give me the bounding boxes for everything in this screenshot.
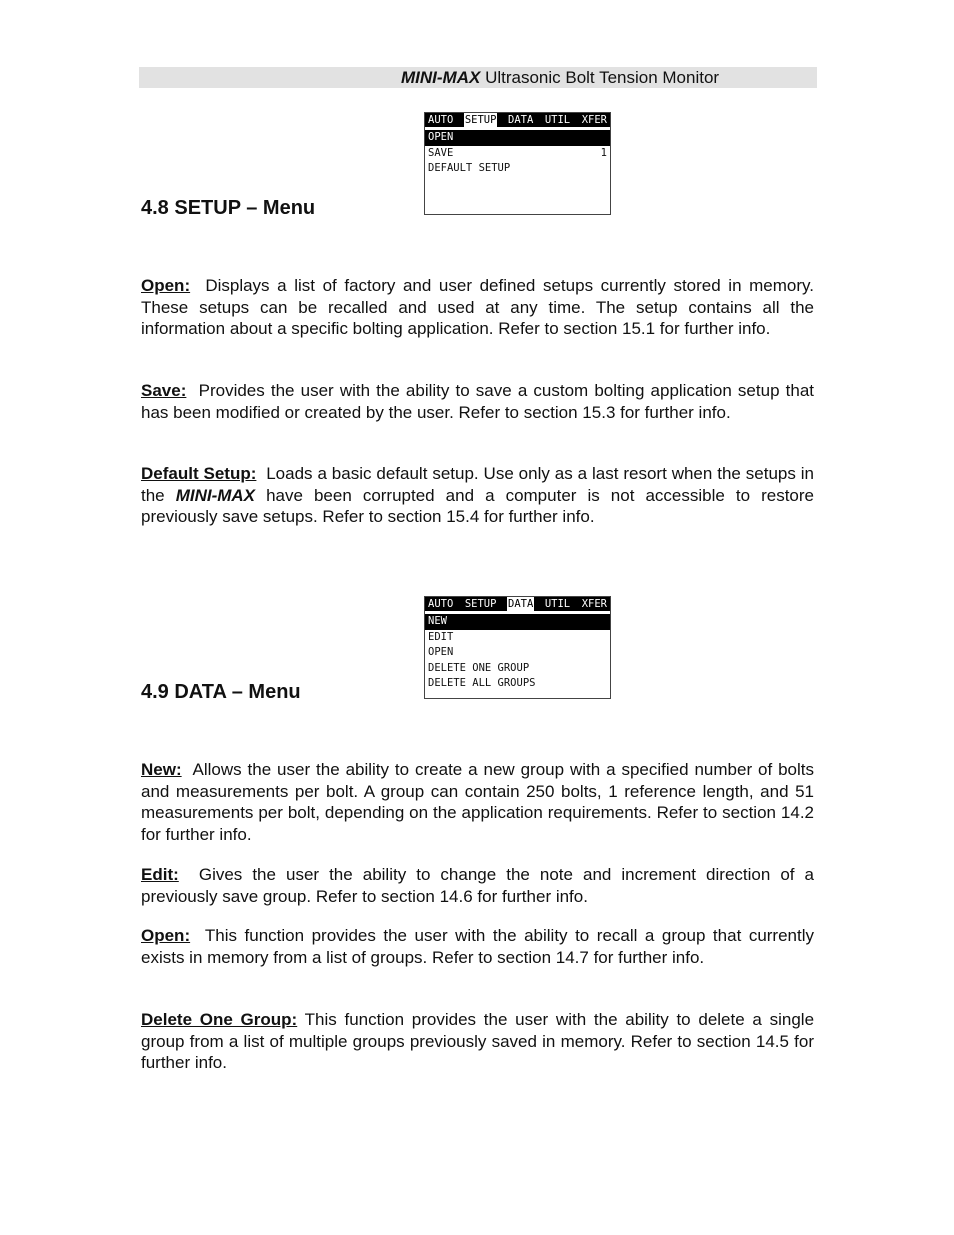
lcd-tab-setup: SETUP [464, 598, 497, 610]
lcd-tab-data: DATA [508, 114, 534, 126]
lcd-tab-xfer: XFER [581, 598, 607, 610]
lcd-tab-bar [425, 113, 610, 127]
lcd-tab-auto: AUTO [428, 114, 454, 126]
data-menu-screen [424, 596, 611, 699]
paragraph-setup-open: Open: Displays a list of factory and user defined setups currently stored in memory. These setups can be recalled and used at any time. The setup contains all the information about a specific bolting application. Refer to section 15.1 for further info. [141, 276, 814, 339]
term-new: New: [141, 760, 182, 779]
brand-inline: MINI-MAX [175, 485, 256, 505]
lcd-row-open: OPEN [425, 130, 610, 146]
lcd-row-new: NEW [425, 614, 610, 630]
term-open: Open: [141, 276, 191, 295]
paragraph-setup-save: Save: Provides the user with the ability to save a custom bolting application setup that has been modified or created by the user. Refer to section 15.3 for further info. [141, 381, 814, 422]
paragraph-data-new: New: Allows the user the ability to create a new group with a specified number of bolts and measurements per bolt. A group can contain 250 bolts, 1 reference length, and 51 measurements per bolt, depending on the application requirements. Refer to section 14.2 for further info. [141, 760, 814, 844]
term-save: Save: [141, 381, 187, 400]
lcd-tab-xfer: XFER [581, 114, 607, 126]
page-header [401, 67, 719, 88]
section-heading-setup: 4.8 SETUP – Menu [141, 197, 316, 219]
lcd-tab-util: UTIL [544, 114, 571, 126]
lcd-tab-data: DATA [508, 598, 534, 610]
term-edit: Edit: [141, 865, 179, 884]
lcd-row-save: SAVE 1 [428, 146, 607, 159]
lcd-tab-bar [425, 597, 610, 611]
lcd-row-edit: EDIT [428, 630, 454, 643]
paragraph-data-open: Open: This function provides the user with the ability to recall a group that currently exists in memory from a list of groups. Refer to section 14.7 for further info. [141, 926, 815, 967]
lcd-tab-setup: SETUP [464, 114, 497, 126]
header-title: Ultrasonic Bolt Tension Monitor [485, 68, 720, 87]
paragraph-data-edit: Edit: Gives the user the ability to change the note and increment direction of a previously save group. Refer to section 14.6 for further info. [141, 865, 815, 906]
section-heading-data: 4.9 DATA – Menu [141, 681, 301, 703]
header-brand: MINI-MAX [401, 68, 481, 87]
lcd-tab-util: UTIL [544, 598, 571, 610]
term-open: Open: [141, 926, 191, 945]
lcd-tab-auto: AUTO [428, 598, 454, 610]
lcd-row-delete-one-group: DELETE ONE GROUP [428, 661, 530, 674]
paragraph-data-delete-one: Delete One Group: This function provides the user with the ability to delete a single group from a list of multiple groups previously saved in memory. Refer to section 14.5 for further info. [141, 1010, 815, 1073]
setup-menu-screen [424, 112, 611, 215]
paragraph-setup-default: Default Setup: Loads a basic default setup. Use only as a last resort when the setups in the MINI-MAX have been corrupted and a computer is not accessible to restore previously save setups. Refer to section 15.4 for further info. [141, 464, 814, 527]
lcd-row-delete-all-groups: DELETE ALL GROUPS [428, 677, 536, 689]
lcd-row-open: OPEN [428, 646, 454, 658]
lcd-row-default-setup: DEFAULT SETUP [428, 162, 511, 174]
term-delete-one-group: Delete One Group: [141, 1010, 298, 1029]
term-default-setup: Default Setup: [141, 464, 257, 483]
